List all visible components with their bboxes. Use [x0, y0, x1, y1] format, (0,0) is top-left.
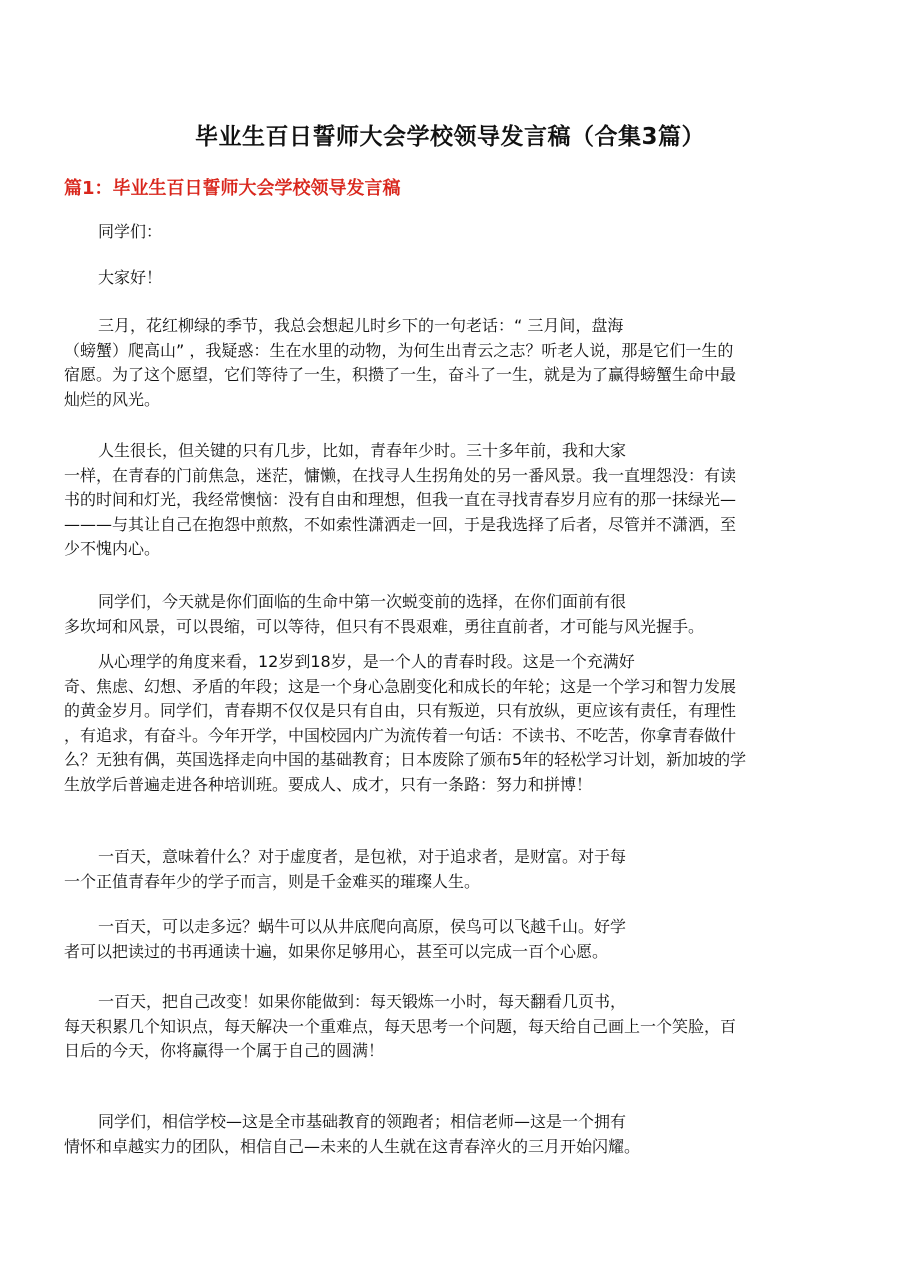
paragraph-line: 一百天，意味着什么？对于虚度者，是包袱，对于追求者，是财富。对于每	[98, 847, 627, 866]
paragraph-line: 者可以把读过的书再通读十遍，如果你足够用心，甚至可以完成一百个心愿。	[64, 941, 609, 961]
paragraph-line: 生放学后普遍走进各种培训班。要成人、成才，只有一条路：努力和拼博！	[64, 774, 593, 794]
paragraph	[64, 220, 844, 245]
paragraph-line: 情怀和卓越实力的团队，相信自己—未来的人生就在这青春淬火的三月开始闪耀。	[64, 1136, 641, 1156]
paragraph-line: 奇、焦虑、幻想、矛盾的年段；这是一个身心急剧变化和成长的年轮；这是一个学习和智力发展	[64, 676, 737, 696]
paragraph	[64, 314, 844, 412]
paragraph-line: 同学们：	[98, 222, 163, 241]
paragraph-line: 同学们，今天就是你们面临的生命中第一次蜕变前的选择，在你们面前有很	[98, 592, 627, 611]
paragraph-line: 宿愿。为了这个愿望，它们等待了一生，积攒了一生，奋斗了一生，就是为了赢得螃蟹生命中最	[64, 365, 737, 384]
paragraph	[64, 266, 844, 291]
paragraph-line: 一百天，可以走多远？蜗牛可以从井底爬向高原，侯鸟可以飞越千山。好学	[98, 917, 627, 936]
section-heading: 篇1：毕业生百日誓师大会学校领导发言稿	[64, 178, 401, 199]
paragraph-line: 同学们，相信学校—这是全市基础教育的领跑者；相信老师—这是一个拥有	[98, 1112, 627, 1131]
paragraph-line: 人生很长，但关键的只有几步，比如，青春年少时。三十多年前，我和大家	[98, 441, 627, 460]
paragraph-line: （螃蟹）爬高山” ，我疑惑：生在水里的动物，为何生出青云之志？听老人说，那是它们一生的	[64, 340, 734, 360]
paragraph	[64, 650, 844, 797]
paragraph	[64, 439, 844, 562]
paragraph-line: 灿烂的风光。	[64, 389, 161, 409]
paragraph-line: 每天积累几个知识点，每天解决一个重难点，每天思考一个问题，每天给自己画上一个笑脸，百	[64, 1016, 737, 1036]
paragraph-line: 少不愧内心。	[64, 539, 161, 558]
paragraph	[64, 990, 844, 1064]
paragraph-line: 一百天，把自己改变！如果你能做到：每天锻炼一小时，每天翻看几页书，	[98, 992, 627, 1011]
paragraph	[64, 1110, 844, 1159]
paragraph-line: 从心理学的角度来看，12岁到18岁，是一个人的青春时段。这是一个充满好	[98, 652, 635, 671]
paragraph	[64, 915, 844, 964]
paragraph	[64, 845, 844, 894]
paragraph-line: ，有追求，有奋斗。今年开学，中国校园内广为流传着一句话：不读书、不吃苦，你拿青春做什	[64, 725, 737, 745]
paragraph-line: 么？无独有偶，英国选择走向中国的基础教育；日本废除了颁布5年的轻松学习计划，新加坡的学	[64, 750, 747, 769]
paragraph-line: 日后的今天，你将赢得一个属于自己的圆满！	[64, 1041, 385, 1060]
paragraph-line: 多坎坷和风景，可以畏缩，可以等待，但只有不畏艰难，勇往直前者，才可能与风光握手。	[64, 616, 705, 636]
document-title: 毕业生百日誓师大会学校领导发言稿（合集3篇）	[194, 124, 705, 150]
paragraph-line: 一样，在青春的门前焦急，迷茫，慵懒，在找寻人生拐角处的另一番风景。我一直埋怨没：有读	[64, 465, 737, 485]
paragraph-line: 书的时间和灯光，我经常懊恼：没有自由和理想，但我一直在寻找青春岁月应有的那一抹绿光—	[64, 490, 737, 509]
paragraph-line: ———与其让自己在抱怨中煎熬，不如索性潇洒走一回，于是我选择了后者，尽管并不潇洒，至	[64, 514, 737, 534]
paragraph-line: 一个正值青春年少的学子而言，则是千金难买的璀璨人生。	[64, 871, 481, 891]
paragraph-line: 三月，花红柳绿的季节，我总会想起儿时乡下的一句老话：“ 三月间，盘海	[98, 316, 624, 335]
paragraph-line: 大家好！	[98, 268, 163, 287]
paragraph-line: 的黄金岁月。同学们，青春期不仅仅是只有自由，只有叛逆，只有放纵，更应该有责任，有理性	[64, 701, 737, 720]
paragraph	[64, 590, 844, 639]
